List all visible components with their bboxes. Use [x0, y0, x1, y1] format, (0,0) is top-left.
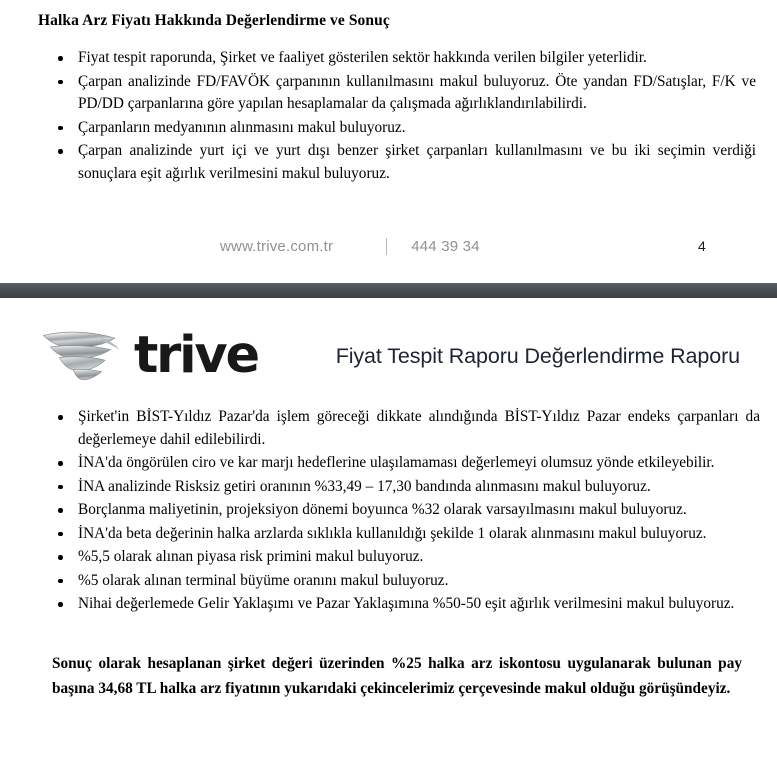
brand-header [40, 318, 740, 390]
footer-divider [386, 238, 387, 255]
footer-phone: 444 39 34 [411, 238, 480, 255]
footer-website[interactable]: www.trive.com.tr [220, 238, 334, 255]
list-item: İNA'da öngörülen ciro ve kar marjı hedeflerine ulaşılamaması değerlemeyi olumsuz yönde etkileyebilir. [48, 452, 760, 475]
list-item: %5 olarak alınan terminal büyüme oranını makul buluyoruz. [48, 570, 760, 593]
list-item: Fiyat tespit raporunda, Şirket ve faaliyet gösterilen sektör hakkında verilen bilgiler yeterlidir. [48, 47, 756, 70]
list-item: Çarpanların medyanının alınmasını makul buluyoruz. [48, 117, 756, 140]
list-item: Nihai değerlemede Gelir Yaklaşımı ve Pazar Yaklaşımına %50-50 eşit ağırlık verilmesini makul buluyoruz. [48, 593, 760, 616]
footer-contact [220, 238, 480, 255]
list-item: %5,5 olarak alınan piyasa risk primini makul buluyoruz. [48, 546, 760, 569]
logo-wordmark: trive [134, 325, 258, 385]
list-item: İNA analizinde Risksiz getiri oranının %33,49 – 17,30 bandında alınmasını makul buluyoruz. [48, 476, 760, 499]
page-title: Halka Arz Fiyatı Hakkında Değerlendirme ve Sonuç [38, 12, 390, 29]
list-item: Borçlanma maliyetinin, projeksiyon dönemi boyuınca %32 olarak varsayılmasını makul buluyoruz. [48, 499, 760, 522]
conclusion-paragraph: Sonuç olarak hesaplanan şirket değeri üzerinden %25 halka arz iskontosu uygulanarak bulunan pay başına 34,68 TL halka arz fiyatının yukarıdaki çekincelerimiz çerçevesinde makul olduğu görüşündeyiz. [52, 655, 742, 697]
list-item: Çarpan analizinde FD/FAVÖK çarpanının kullanılmasını makul buluyoruz. Öte yandan FD/Satışlar, F/K ve PD/DD çarpanlarına göre yapılan hesaplamalar da çalışmada ağırlıklandırılabilirdi. [48, 71, 756, 116]
page-separator-band [0, 283, 777, 298]
page-footer [0, 238, 777, 268]
bottom-bullet-list [48, 406, 760, 617]
document-page-top [0, 0, 777, 283]
document-page-bottom [0, 298, 777, 770]
wing-icon [40, 325, 128, 383]
list-item: Çarpan analizinde yurt içi ve yurt dışı benzer şirket çarpanları kullanılmasını ve bu iki seçimin verdiği sonuçlara eşit ağırlık verilmesini makul buluyoruz. [48, 140, 756, 185]
list-item: Şirket'in BİST-Yıldız Pazar'da işlem göreceği dikkate alındığında BİST-Yıldız Pazar endeks çarpanları da değerlemeye dahil edilebilirdi. [48, 406, 760, 451]
list-item: İNA'da beta değerinin halka arzlarda sıklıkla kullanıldığı şekilde 1 olarak alınmasını makul buluyoruz. [48, 523, 760, 546]
report-title: Fiyat Tespit Raporu Değerlendirme Raporu [335, 343, 740, 368]
top-bullet-list [48, 47, 756, 186]
page-number: 4 [698, 238, 706, 254]
trive-logo [40, 325, 280, 383]
